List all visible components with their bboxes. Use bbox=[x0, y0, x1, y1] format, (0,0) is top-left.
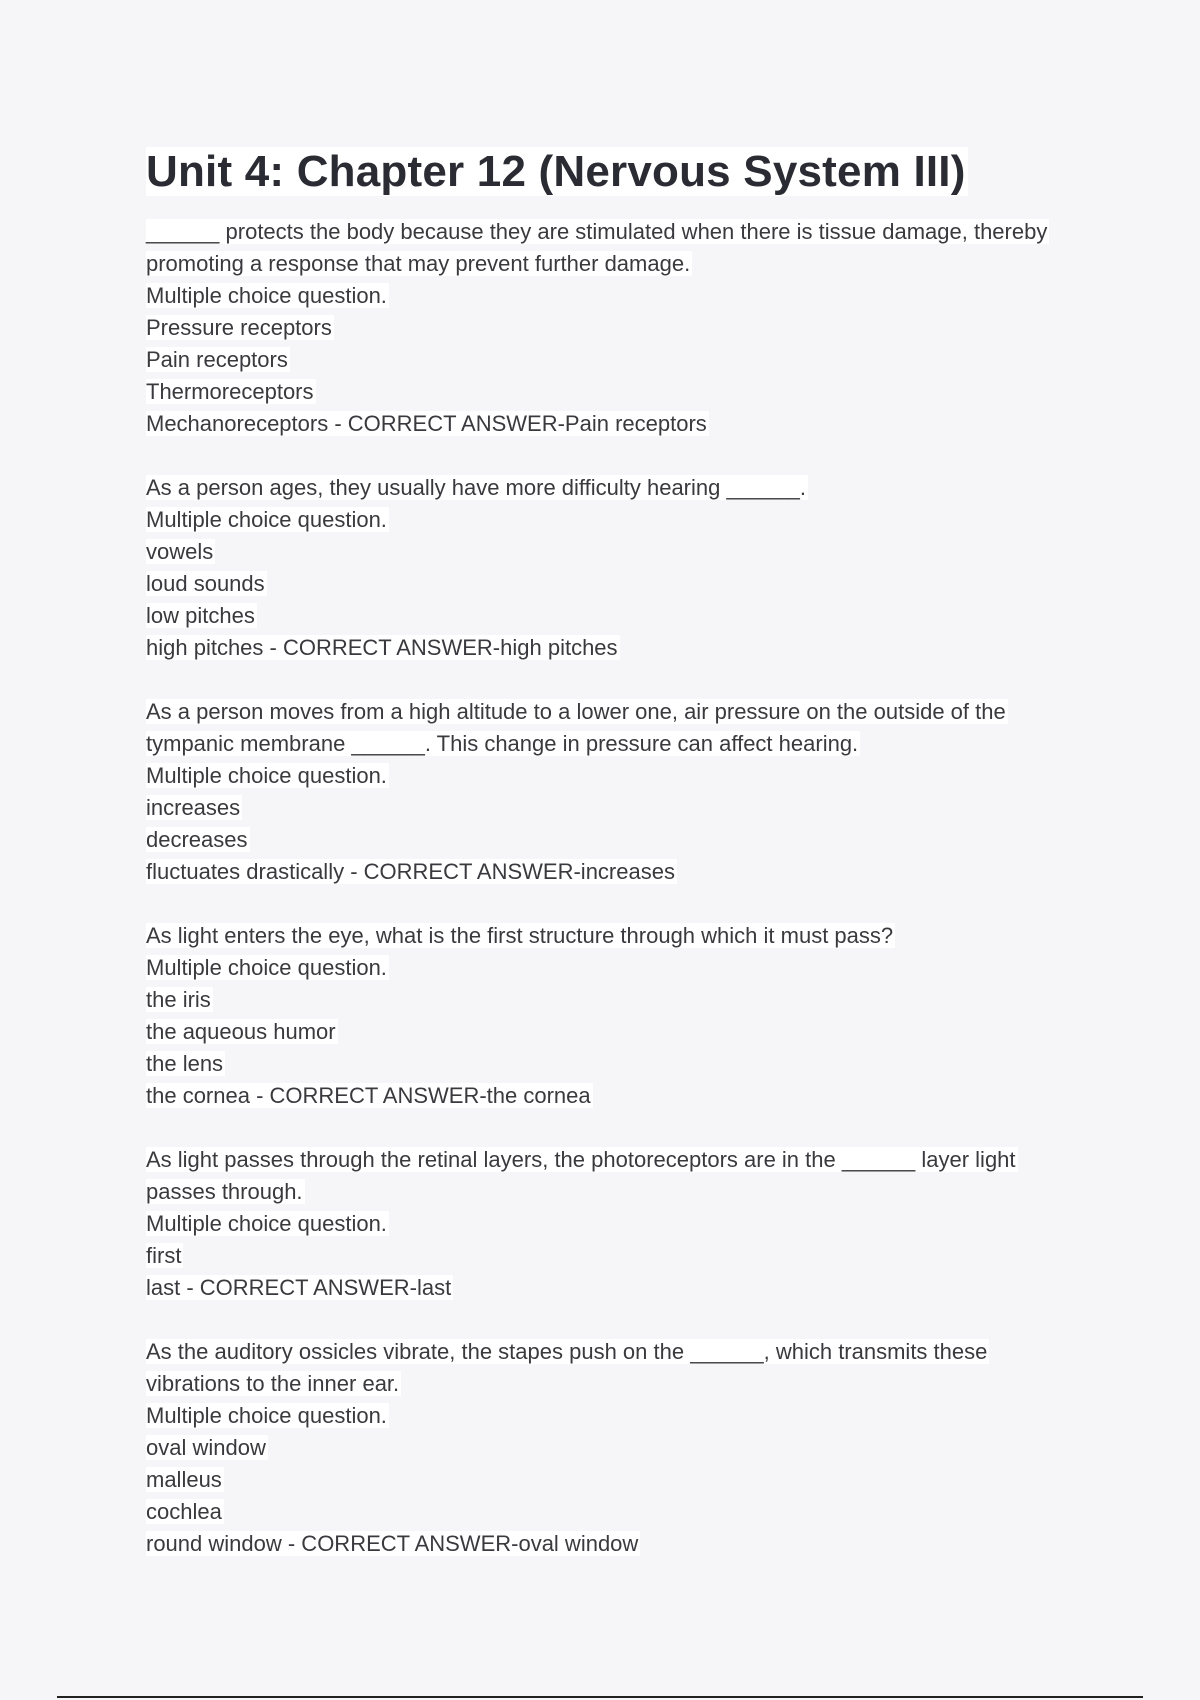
question-type-text: Multiple choice question. bbox=[146, 283, 387, 308]
question-prompt-text: As a person ages, they usually have more difficulty hearing ______. bbox=[146, 475, 806, 500]
question-prompt-text: As a person moves from a high altitude to a lower one, air pressure on the outside of the tympanic membrane ______. This change in pressure can affect hearing. bbox=[146, 699, 1006, 756]
question-block bbox=[146, 696, 1076, 888]
answer-option bbox=[146, 600, 1076, 632]
answer-option-with-correct-answer-text: fluctuates drastically - CORRECT ANSWER-increases bbox=[146, 859, 675, 884]
question-type bbox=[146, 760, 1076, 792]
answer-option-with-correct-answer-text: last - CORRECT ANSWER-last bbox=[146, 1275, 452, 1300]
answer-option bbox=[146, 344, 1076, 376]
answer-option bbox=[146, 376, 1076, 408]
answer-option bbox=[146, 1464, 1076, 1496]
answer-option-with-correct-answer-text: round window - CORRECT ANSWER-oval window bbox=[146, 1531, 639, 1556]
answer-option-text: vowels bbox=[146, 539, 214, 564]
answer-option-text: cochlea bbox=[146, 1499, 222, 1524]
answer-option bbox=[146, 536, 1076, 568]
question-type bbox=[146, 1208, 1076, 1240]
answer-option bbox=[146, 568, 1076, 600]
footer-divider bbox=[57, 1696, 1143, 1698]
question-type-text: Multiple choice question. bbox=[146, 763, 387, 788]
question-prompt-text: As the auditory ossicles vibrate, the stapes push on the ______, which transmits these vibrations to the inner ear. bbox=[146, 1339, 988, 1396]
answer-option bbox=[146, 984, 1076, 1016]
answer-option-with-correct-answer-text: the cornea - CORRECT ANSWER-the cornea bbox=[146, 1083, 591, 1108]
question-block bbox=[146, 1144, 1076, 1304]
page-title-text: Unit 4: Chapter 12 (Nervous System III) bbox=[146, 147, 966, 196]
question-prompt-text: As light passes through the retinal layers, the photoreceptors are in the ______ layer light passes through. bbox=[146, 1147, 1016, 1204]
question-prompt-text: As light enters the eye, what is the first structure through which it must pass? bbox=[146, 923, 894, 948]
answer-option-text: the iris bbox=[146, 987, 211, 1012]
question-list bbox=[146, 216, 1076, 1560]
answer-option-with-correct-answer bbox=[146, 1080, 1076, 1112]
answer-option-with-correct-answer bbox=[146, 408, 1076, 440]
answer-option bbox=[146, 1048, 1076, 1080]
question-prompt bbox=[146, 696, 1076, 760]
document-content bbox=[146, 142, 1076, 1592]
question-type bbox=[146, 280, 1076, 312]
question-type-text: Multiple choice question. bbox=[146, 1211, 387, 1236]
answer-option-with-correct-answer bbox=[146, 1272, 1076, 1304]
question-block bbox=[146, 216, 1076, 440]
answer-option-with-correct-answer bbox=[146, 632, 1076, 664]
answer-option bbox=[146, 1016, 1076, 1048]
question-type-text: Multiple choice question. bbox=[146, 955, 387, 980]
answer-option bbox=[146, 792, 1076, 824]
answer-option-text: Thermoreceptors bbox=[146, 379, 314, 404]
question-block bbox=[146, 472, 1076, 664]
answer-option-with-correct-answer-text: Mechanoreceptors - CORRECT ANSWER-Pain receptors bbox=[146, 411, 707, 436]
question-prompt bbox=[146, 216, 1076, 280]
answer-option bbox=[146, 1240, 1076, 1272]
answer-option bbox=[146, 1432, 1076, 1464]
answer-option-with-correct-answer-text: high pitches - CORRECT ANSWER-high pitches bbox=[146, 635, 618, 660]
answer-option bbox=[146, 1496, 1076, 1528]
question-type bbox=[146, 504, 1076, 536]
answer-option-text: the aqueous humor bbox=[146, 1019, 336, 1044]
question-block bbox=[146, 920, 1076, 1112]
question-prompt bbox=[146, 472, 1076, 504]
answer-option-with-correct-answer bbox=[146, 856, 1076, 888]
question-type-text: Multiple choice question. bbox=[146, 1403, 387, 1428]
question-prompt-text: ______ protects the body because they are stimulated when there is tissue damage, thereby promoting a response that may prevent further damage. bbox=[146, 219, 1048, 276]
answer-option-text: decreases bbox=[146, 827, 248, 852]
question-block bbox=[146, 1336, 1076, 1560]
answer-option-text: low pitches bbox=[146, 603, 255, 628]
answer-option bbox=[146, 824, 1076, 856]
question-type-text: Multiple choice question. bbox=[146, 507, 387, 532]
answer-option-text: Pressure receptors bbox=[146, 315, 332, 340]
answer-option-text: increases bbox=[146, 795, 241, 820]
answer-option bbox=[146, 312, 1076, 344]
answer-option-text: loud sounds bbox=[146, 571, 265, 596]
answer-option-text: malleus bbox=[146, 1467, 222, 1492]
answer-option-with-correct-answer bbox=[146, 1528, 1076, 1560]
question-type bbox=[146, 952, 1076, 984]
question-type bbox=[146, 1400, 1076, 1432]
question-prompt bbox=[146, 1336, 1076, 1400]
question-prompt bbox=[146, 1144, 1076, 1208]
question-prompt bbox=[146, 920, 1076, 952]
answer-option-text: first bbox=[146, 1243, 182, 1268]
answer-option-text: oval window bbox=[146, 1435, 266, 1460]
page-title bbox=[146, 142, 1076, 202]
answer-option-text: the lens bbox=[146, 1051, 224, 1076]
answer-option-text: Pain receptors bbox=[146, 347, 288, 372]
